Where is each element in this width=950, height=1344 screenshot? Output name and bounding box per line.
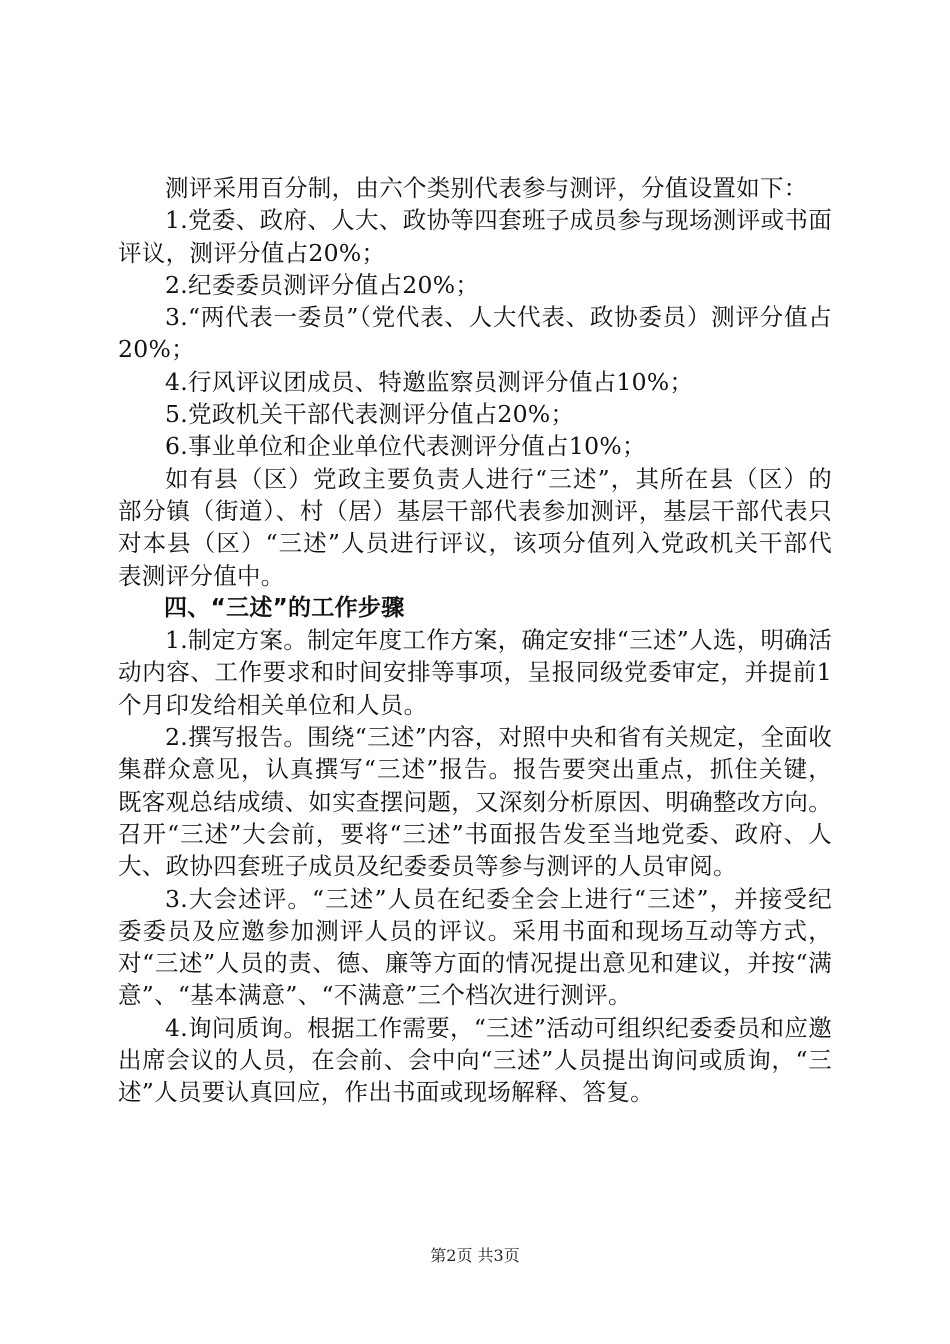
document-body	[118, 172, 832, 1109]
step-3: 3.大会述评。“三述”人员在纪委全会上进行“三述”，并接受纪委委员及应邀参加测评人员的评议。采用书面和现场互动等方式，对“三述”人员的责、德、廉等方面的情况提出意见和建议，并按“满意”、“基本满意”、“不满意”三个档次进行测评。	[118, 884, 832, 1010]
county-paragraph: 如有县（区）党政主要负责人进行“三述”，其所在县（区）的部分镇（街道）、村（居）基层干部代表参加测评，基层干部代表只对本县（区）“三述”人员进行评议，该项分值列入党政机关干部代表测评分值中。	[118, 464, 832, 590]
step-4: 4.询问质询。根据工作需要，“三述”活动可组织纪委委员和应邀出席会议的人员，在会前、会中向“三述”人员提出询问或质询，“三述”人员要认真回应，作出书面或现场解释、答复。	[118, 1013, 832, 1107]
score-item-4: 4.行风评议团成员、特邀监察员测评分值占10%；	[165, 367, 694, 396]
score-item-3: 3.“两代表一委员”（党代表、人大代表、政协委员）测评分值占20%；	[118, 303, 832, 364]
score-item-1: 1.党委、政府、人大、政协等四套班子成员参与现场测评或书面评议，测评分值占20%；	[118, 206, 832, 267]
score-item-6: 6.事业单位和企业单位代表测评分值占10%；	[165, 432, 646, 461]
score-item-5: 5.党政机关干部代表测评分值占20%；	[165, 400, 575, 429]
intro-paragraph: 测评采用百分制，由六个类别代表参与测评，分值设置如下：	[165, 174, 808, 202]
step-1: 1.制定方案。制定年度工作方案，确定安排“三述”人选，明确活动内容、工作要求和时间安排等事项，呈报同级党委审定，并提前1个月印发给相关单位和人员。	[118, 626, 832, 719]
page-number-footer: 第2页 共3页	[430, 1246, 520, 1265]
section-heading: 四、“三述”的工作步骤	[164, 594, 405, 621]
step-2: 2.撰写报告。围绕“三述”内容，对照中央和省有关规定，全面收集群众意见，认真撰写“三述”报告。报告要突出重点，抓住关键，既客观总结成绩、如实查摆问题，又深刻分析原因、明确整改方向。召开“三述”大会前，要将“三述”书面报告发至当地党委、政府、人大、政协四套班子成员及纪委委员等参与测评的人员审阅。	[118, 723, 832, 881]
score-item-2: 2.纪委委员测评分值占20%；	[165, 270, 480, 299]
